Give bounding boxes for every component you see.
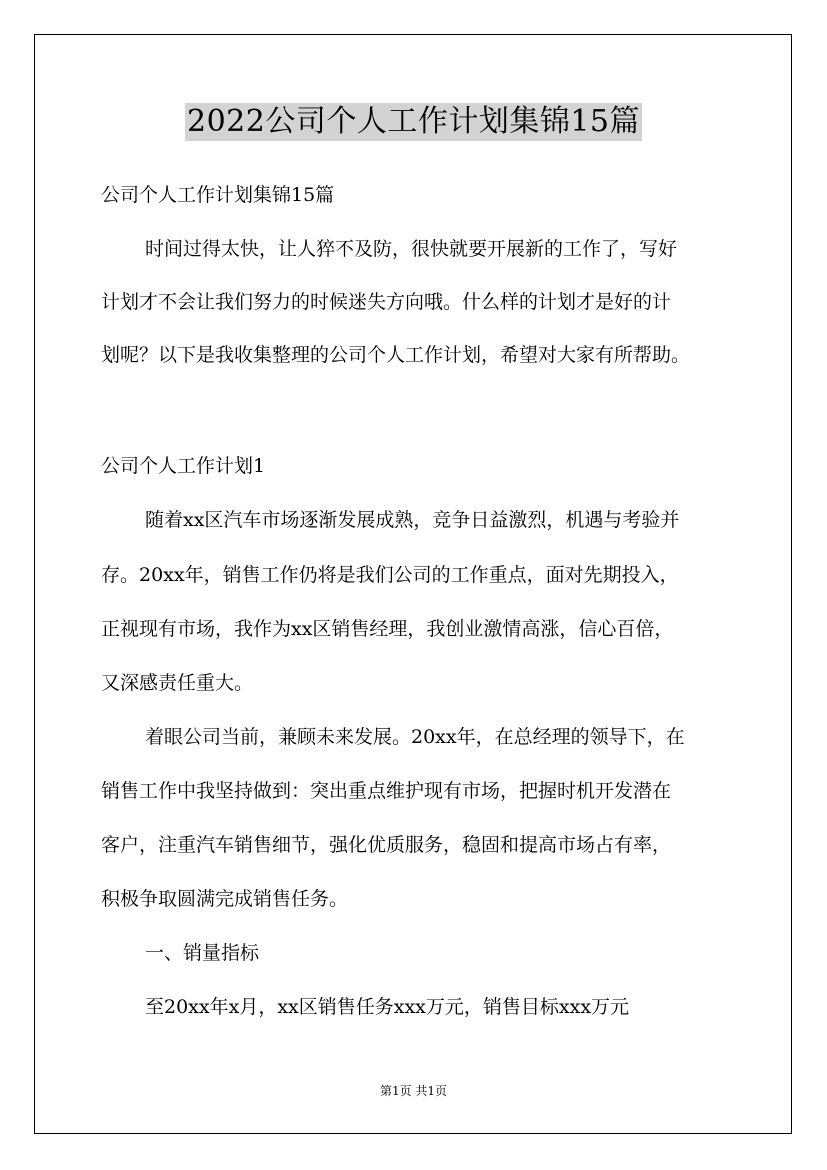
section-heading: 公司个人工作计划1 — [101, 455, 266, 477]
page-footer: 第1页 共1页 — [379, 1084, 448, 1098]
intro-line: 计划才不会让我们努力的时候迷失方向哦。什么样的计划才是好的计 — [101, 291, 672, 313]
paragraph-line: 积极争取圆满完成销售任务。 — [101, 888, 349, 910]
subtitle: 公司个人工作计划集锦15篇 — [101, 184, 335, 206]
paragraph-line: 存。20xx年，销售工作仍将是我们公司的工作重点，面对先期投入， — [101, 564, 679, 586]
paragraph-line: 销售工作中我坚持做到：突出重点维护现有市场，把握时机开发潜在 — [101, 780, 672, 802]
intro-line: 划呢？以下是我收集整理的公司个人工作计划，希望对大家有所帮助。 — [101, 344, 691, 366]
paragraph-line: 随着xx区汽车市场逐渐发展成熟，竞争日益激烈，机遇与考验并 — [145, 509, 680, 531]
intro-line: 时间过得太快，让人猝不及防，很快就要开展新的工作了，写好 — [145, 238, 678, 260]
document-title: 2022公司个人工作计划集锦15篇 — [186, 104, 641, 139]
sub-heading: 一、销量指标 — [145, 942, 260, 964]
paragraph-line: 至20xx年x月，xx区销售任务xxx万元，销售目标xxx万元 — [145, 996, 630, 1018]
paragraph-line: 着眼公司当前，兼顾未来发展。20xx年，在总经理的领导下，在 — [145, 726, 685, 748]
paragraph-line: 正视现有市场，我作为xx区销售经理，我创业激情高涨，信心百倍， — [101, 618, 674, 640]
paragraph-line: 客户，注重汽车销售细节，强化优质服务，稳固和提高市场占有率， — [101, 834, 672, 856]
paragraph-line: 又深感责任重大。 — [101, 672, 254, 694]
document-title-container — [0, 103, 827, 141]
